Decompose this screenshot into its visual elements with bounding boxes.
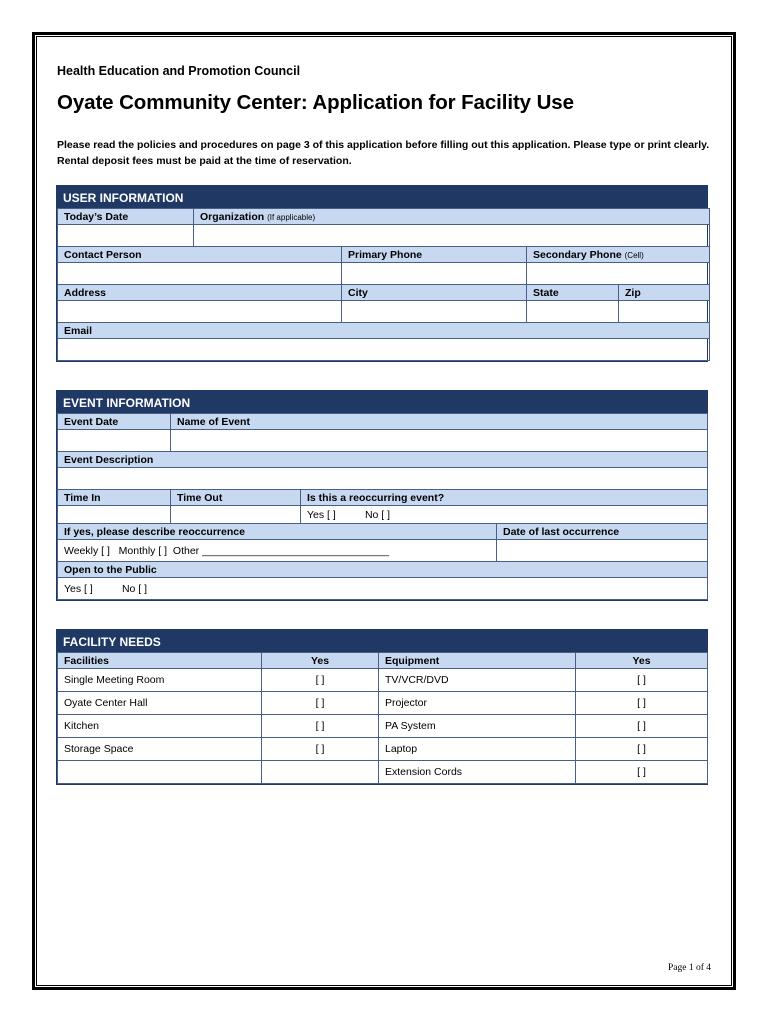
equipment-checkbox[interactable]: [ ] (576, 761, 708, 784)
facility-checkbox[interactable]: [ ] (262, 692, 379, 715)
event-date-label: Event Date (58, 414, 171, 430)
secondary-phone-field[interactable] (527, 263, 710, 285)
organization-field[interactable] (194, 225, 710, 247)
equipment-name: Projector (379, 692, 576, 715)
equipment-name: Laptop (379, 738, 576, 761)
organization-label: Organization (If applicable) (194, 209, 710, 225)
event-date-field[interactable] (58, 430, 171, 452)
zip-label: Zip (619, 285, 710, 301)
facility-row (58, 761, 708, 784)
equipment-checkbox[interactable]: [ ] (576, 715, 708, 738)
facilities-header: Facilities (58, 653, 262, 669)
address-field[interactable] (58, 301, 342, 323)
facility-row (58, 715, 708, 738)
city-label: City (342, 285, 527, 301)
reoccurrence-frequency-options[interactable]: Weekly [ ] Monthly [ ] Other ________________________________ (58, 540, 497, 562)
secondary-phone-label: Secondary Phone (Cell) (527, 247, 710, 263)
date-last-occurrence-label: Date of last occurrence (497, 524, 708, 540)
equipment-checkbox[interactable]: [ ] (576, 738, 708, 761)
event-information-section (56, 390, 708, 601)
equipment-header: Equipment (379, 653, 576, 669)
facility-name: Storage Space (58, 738, 262, 761)
facility-row (58, 669, 708, 692)
name-of-event-label: Name of Event (171, 414, 708, 430)
state-label: State (527, 285, 619, 301)
user-information-section (56, 185, 708, 362)
facilities-yes-header: Yes (262, 653, 379, 669)
facility-needs-section (56, 629, 708, 785)
reoccurring-checkboxes[interactable]: Yes [ ] No [ ] (301, 506, 708, 524)
event-description-label: Event Description (58, 452, 708, 468)
page-number: Page 1 of 4 (668, 963, 712, 973)
facility-name: Kitchen (58, 715, 262, 738)
city-field[interactable] (342, 301, 527, 323)
event-description-field[interactable] (58, 468, 708, 490)
time-out-field[interactable] (171, 506, 301, 524)
organization-name: Health Education and Promotion Council (57, 64, 301, 78)
time-in-field[interactable] (58, 506, 171, 524)
name-of-event-field[interactable] (171, 430, 708, 452)
equipment-checkbox[interactable]: [ ] (576, 692, 708, 715)
section-heading: EVENT INFORMATION (57, 391, 707, 413)
page-title: Oyate Community Center: Application for Facility Use (57, 91, 574, 114)
equipment-name: Extension Cords (379, 761, 576, 784)
facility-checkbox[interactable]: [ ] (262, 738, 379, 761)
zip-field[interactable] (619, 301, 710, 323)
intro-text: Please read the policies and procedures on page 3 of this application before filling out this application. Please type or print clearly. Rental deposit fees must be paid at the time of reservation. (57, 139, 710, 167)
facility-row (58, 738, 708, 761)
date-last-occurrence-field[interactable] (497, 540, 708, 562)
reoccurring-question-label: Is this a reoccurring event? (301, 490, 708, 506)
contact-person-field[interactable] (58, 263, 342, 285)
describe-reoccurrence-label: If yes, please describe reoccurrence (58, 524, 497, 540)
todays-date-field[interactable] (58, 225, 194, 247)
facility-checkbox[interactable] (262, 761, 379, 784)
open-to-public-label: Open to the Public (58, 562, 708, 578)
primary-phone-field[interactable] (342, 263, 527, 285)
user-information-table (57, 208, 710, 361)
section-heading: FACILITY NEEDS (57, 630, 707, 652)
facility-checkbox[interactable]: [ ] (262, 715, 379, 738)
equipment-yes-header: Yes (576, 653, 708, 669)
email-label: Email (58, 323, 710, 339)
facility-checkbox[interactable]: [ ] (262, 669, 379, 692)
time-out-label: Time Out (171, 490, 301, 506)
email-field[interactable] (58, 339, 710, 361)
time-in-label: Time In (58, 490, 171, 506)
facility-name: Oyate Center Hall (58, 692, 262, 715)
contact-person-label: Contact Person (58, 247, 342, 263)
address-label: Address (58, 285, 342, 301)
equipment-name: PA System (379, 715, 576, 738)
todays-date-label: Today’s Date (58, 209, 194, 225)
facility-needs-table (57, 652, 708, 784)
facility-row (58, 692, 708, 715)
primary-phone-label: Primary Phone (342, 247, 527, 263)
equipment-name: TV/VCR/DVD (379, 669, 576, 692)
equipment-checkbox[interactable]: [ ] (576, 669, 708, 692)
state-field[interactable] (527, 301, 619, 323)
open-to-public-checkboxes[interactable]: Yes [ ] No [ ] (58, 578, 708, 600)
facility-name: Single Meeting Room (58, 669, 262, 692)
section-heading: USER INFORMATION (57, 186, 707, 208)
event-information-table (57, 413, 708, 600)
facility-name (58, 761, 262, 784)
